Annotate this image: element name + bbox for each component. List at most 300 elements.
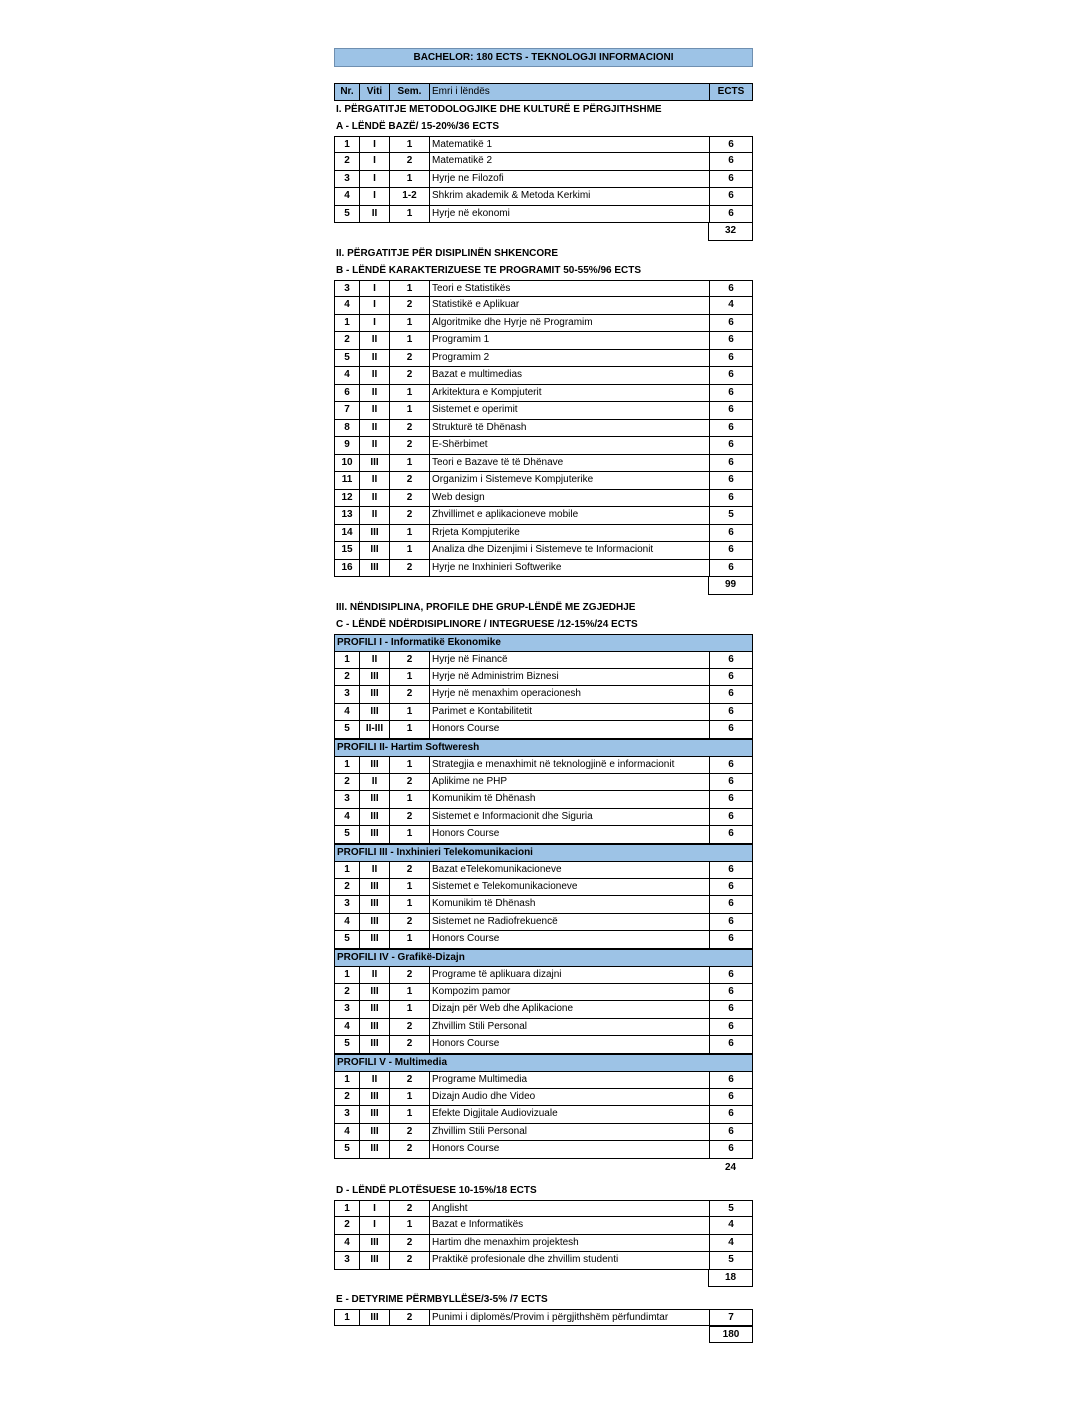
cell-sem: 1 [389,542,429,559]
cell-viti: III [359,791,389,808]
cell-ects: 6 [709,774,752,791]
cell-course-name: Organizim i Sistemeve Kompjuterike [429,472,709,489]
cell-nr: 3 [344,1108,350,1119]
cell-course-name: Programe të aplikuara dizajni [429,967,709,983]
cell-nr: 8 [344,421,350,433]
cell-viti: II [359,385,389,402]
cell-course-name: Hyrje në menaxhim operacionesh [429,686,709,703]
cell-ects: 6 [709,652,752,668]
cell-sem: 2 [389,686,429,703]
cell-course-name: Teori e Bazave të të Dhënave [429,455,709,472]
cell-nr: 15 [341,544,353,555]
cell-viti: III [359,879,389,896]
table-row [334,1217,753,1235]
table-row [334,1200,753,1218]
cell-viti: III [359,931,389,948]
cell-viti: III [359,984,389,1001]
cell-course-name: Honors Course [429,826,709,843]
cell-course-name: Matematikë 2 [429,153,709,170]
cell-sem: 1 [389,402,429,419]
cell-nr: 3 [344,282,350,294]
cell-ects: 6 [709,879,752,896]
cell-ects: 4 [709,1217,752,1234]
cell-viti: I [359,188,389,205]
table-row [334,791,753,809]
table-row [334,206,753,224]
cell-ects: 7 [709,1310,752,1326]
cell-sem: 2 [389,1124,429,1141]
cell-ects: 6 [709,385,752,402]
cell-viti: III [359,1019,389,1036]
cell-nr: 5 [344,828,350,839]
cell-nr: 2 [344,334,350,345]
table-row [334,280,753,298]
curriculum-body [334,101,753,1327]
cell-course-name: Dizajn Audio dhe Video [429,1089,709,1106]
cell-sem: 2 [389,1252,429,1269]
subtotal-spacer [334,1270,708,1288]
cell-nr: 2 [344,155,350,166]
cell-sem: 1 [389,455,429,472]
cell-nr: 1 [344,1074,350,1085]
cell-viti: II [359,350,389,367]
cell-ects: 6 [709,931,752,948]
cell-ects: 6 [709,967,752,983]
cell-nr: 3 [344,688,350,699]
cell-viti: II [359,206,389,223]
cell-ects: 6 [709,1141,752,1158]
cell-course-name: Honors Course [429,1141,709,1158]
profile-heading: PROFILI V - Multimedia [334,1054,753,1072]
cell-ects: 6 [709,153,752,170]
cell-sem: 1 [389,791,429,808]
cell-sem: 2 [389,1072,429,1088]
cell-nr: 1 [344,654,350,665]
table-row [334,420,753,438]
table-row [334,896,753,914]
cell-sem: 1 [389,931,429,948]
cell-viti: II-III [359,721,389,738]
cell-sem: 2 [389,809,429,826]
subtotal-value: 32 [708,223,753,241]
cell-viti: II [359,774,389,791]
table-row [334,914,753,932]
cell-ects: 6 [709,472,752,489]
cell-sem: 1 [389,332,429,349]
cell-sem: 2 [389,862,429,878]
cell-nr: 3 [344,793,350,804]
cell-sem: 2 [389,507,429,524]
cell-course-name: Strategjia e menaxhimit në teknologjinë e informacionit [429,757,709,773]
cell-nr: 2 [344,775,350,787]
cell-course-name: Hyrje në ekonomi [429,206,709,223]
cell-nr: 3 [344,1003,350,1014]
cell-course-name: Sistemet e operimit [429,402,709,419]
cell-viti: I [359,297,389,314]
table-row [334,704,753,722]
cell-ects: 6 [709,1001,752,1018]
section-subheading: B - LËNDË KARAKTERIZUESE TE PROGRAMIT 50-55%/96 ECTS [336,265,642,276]
cell-nr: 4 [344,705,350,717]
section-subheading: E - DETYRIME PËRMBYLLËSE/3-5% /7 ECTS [336,1294,548,1305]
cell-sem: 2 [389,1235,429,1252]
cell-ects: 6 [709,188,752,205]
cell-nr: 1 [344,316,350,328]
cell-ects: 6 [709,862,752,878]
cell-course-name: Arkitektura e Kompjuterit [429,385,709,402]
cell-course-name: Honors Course [429,1036,709,1053]
cell-sem: 2 [389,1201,429,1217]
section-subheading: A - LËNDË BAZË/ 15-20%/36 ECTS [336,121,500,132]
cell-sem: 2 [389,652,429,668]
table-row [334,472,753,490]
cell-ects: 6 [709,137,752,153]
cell-ects: 6 [709,350,752,367]
cell-viti: III [359,1001,389,1018]
cell-sem: 2 [389,914,429,931]
table-row [334,560,753,578]
cell-course-name: Programim 1 [429,332,709,349]
header-nr: Nr. [335,84,359,100]
cell-viti: III [359,1310,389,1326]
cell-sem: 2 [389,560,429,577]
cell-course-name: Parimet e Kontabilitetit [429,704,709,721]
cell-sem: 2 [389,1141,429,1158]
cell-nr: 1 [344,1202,350,1214]
table-row [334,437,753,455]
table-row [334,686,753,704]
cell-course-name: Zhvillimet e aplikacioneve mobile [429,507,709,524]
cell-ects: 6 [709,1036,752,1053]
table-row [334,1124,753,1142]
cell-sem: 1 [389,1106,429,1123]
subtotal-spacer [334,1159,708,1177]
cell-sem: 1 [389,137,429,153]
cell-sem: 2 [389,367,429,384]
section-subheading: D - LËNDË PLOTËSUESE 10-15%/18 ECTS [336,1185,537,1196]
table-row [334,1309,753,1327]
cell-course-name: Hyrje ne Inxhinieri Softwerike [429,560,709,577]
cell-nr: 11 [341,474,353,485]
cell-sem: 1 [389,1217,429,1234]
cell-sem: 1 [389,206,429,223]
cell-course-name: Hyrje në Administrim Biznesi [429,669,709,686]
subtotal-spacer [334,577,708,595]
cell-nr: 5 [344,723,350,734]
cell-viti: III [359,669,389,686]
cell-course-name: Honors Course [429,931,709,948]
cell-sem: 1 [389,1001,429,1018]
cell-ects: 6 [709,420,752,437]
section-heading: I. PËRGATITJE METODOLOGJIKE DHE KULTURË E PËRGJITHSHME [336,103,662,115]
table-row [334,507,753,525]
cell-ects: 6 [709,542,752,559]
cell-viti: II [359,402,389,419]
table-row [334,879,753,897]
cell-nr: 6 [344,386,350,398]
cell-viti: III [359,1089,389,1106]
table-row [334,455,753,473]
cell-sem: 2 [389,297,429,314]
cell-viti: III [359,1106,389,1123]
cell-viti: II [359,332,389,349]
cell-sem: 2 [389,153,429,170]
cell-viti: II [359,862,389,878]
cell-viti: II [359,490,389,507]
cell-course-name: Sistemet e Telekomunikacioneve [429,879,709,896]
cell-viti: III [359,542,389,559]
table-header [334,83,753,101]
cell-ects: 6 [709,984,752,1001]
cell-viti: I [359,315,389,332]
cell-ects: 6 [709,826,752,843]
cell-course-name: Punimi i diplomës/Provim i përgjithshëm përfundimtar [429,1310,709,1326]
cell-course-name: Komunikim të Dhënash [429,896,709,913]
cell-nr: 2 [344,985,350,997]
table-row [334,651,753,669]
cell-viti: I [359,137,389,153]
table-row [334,1036,753,1054]
cell-nr: 2 [344,1090,350,1102]
cell-sem: 1 [389,315,429,332]
cell-sem: 2 [389,1019,429,1036]
cell-sem: 1 [389,984,429,1001]
cell-ects: 6 [709,281,752,297]
header-sem: Sem. [389,84,429,100]
section-subheading: C - LËNDË NDËRDISIPLINORE / INTEGRUESE /12-15%/24 ECTS [336,619,638,630]
cell-nr: 16 [341,561,353,573]
cell-viti: III [359,525,389,542]
cell-viti: II [359,507,389,524]
cell-viti: II [359,437,389,454]
cell-nr: 5 [344,1143,350,1154]
cell-viti: I [359,171,389,188]
cell-sem: 2 [389,437,429,454]
subtotal-row [334,577,753,595]
table-row [334,1235,753,1253]
cell-nr: 9 [344,439,350,450]
table-row [334,984,753,1002]
cell-nr: 13 [341,509,353,520]
cell-sem: 1 [389,171,429,188]
cell-nr: 2 [344,670,350,682]
cell-ects: 6 [709,1019,752,1036]
cell-ects: 6 [709,686,752,703]
cell-course-name: Praktikë profesionale dhe zhvillim studenti [429,1252,709,1269]
cell-course-name: Efekte Digjitale Audiovizuale [429,1106,709,1123]
cell-nr: 4 [344,369,350,380]
cell-sem: 1 [389,721,429,738]
cell-sem: 2 [389,420,429,437]
table-row [334,385,753,403]
cell-sem: 1 [389,757,429,773]
cell-ects: 6 [709,455,752,472]
cell-sem: 1 [389,896,429,913]
cell-course-name: Web design [429,490,709,507]
cell-course-name: Anglisht [429,1201,709,1217]
table-row [334,1141,753,1159]
header-viti: Viti [359,84,389,100]
cell-viti: I [359,281,389,297]
cell-viti: II [359,967,389,983]
profile-heading: PROFILI III - Inxhinieri Telekomunikacioni [334,844,753,862]
cell-nr: 4 [344,1236,350,1248]
cell-course-name: Matematikë 1 [429,137,709,153]
table-row [334,966,753,984]
cell-sem: 1 [389,704,429,721]
table-row [334,756,753,774]
cell-viti: II [359,652,389,668]
cell-nr: 7 [344,404,350,415]
cell-sem: 1 [389,525,429,542]
cell-course-name: Algoritmike dhe Hyrje në Programim [429,315,709,332]
table-row [334,826,753,844]
cell-sem: 1 [389,385,429,402]
table-row [334,367,753,385]
cell-course-name: Statistikë e Aplikuar [429,297,709,314]
cell-course-name: Zhvillim Stili Personal [429,1124,709,1141]
cell-course-name: E-Shërbimet [429,437,709,454]
cell-course-name: Komunikim të Dhënash [429,791,709,808]
table-row [334,1019,753,1037]
header-name: Emri i lëndës [429,84,709,100]
cell-viti: III [359,914,389,931]
cell-ects: 6 [709,1124,752,1141]
cell-ects: 6 [709,367,752,384]
cell-nr: 4 [344,1125,350,1137]
table-row [334,153,753,171]
profile-heading: PROFILI IV - Grafikë-Dizajn [334,949,753,967]
table-row [334,931,753,949]
cell-nr: 3 [344,1254,350,1265]
grand-total: 180 [709,1326,753,1343]
cell-course-name: Teori e Statistikës [429,281,709,297]
cell-ects: 6 [709,437,752,454]
cell-course-name: Hyrje në Financë [429,652,709,668]
table-row [334,525,753,543]
cell-ects: 6 [709,332,752,349]
cell-viti: III [359,1036,389,1053]
cell-ects: 6 [709,171,752,188]
cell-sem: 2 [389,490,429,507]
cell-nr: 1 [344,759,350,770]
cell-nr: 12 [341,491,353,503]
cell-ects: 6 [709,1106,752,1123]
cell-ects: 6 [709,206,752,223]
table-row [334,1252,753,1270]
cell-nr: 5 [344,933,350,944]
profile-heading: PROFILI I - Informatikë Ekonomike [334,634,753,652]
cell-sem: 2 [389,350,429,367]
cell-sem: 1-2 [389,188,429,205]
cell-ects: 6 [709,721,752,738]
cell-viti: III [359,826,389,843]
cell-ects: 4 [709,297,752,314]
table-row [334,721,753,739]
cell-sem: 1 [389,826,429,843]
cell-nr: 1 [344,138,350,150]
cell-nr: 1 [344,864,350,875]
table-row [334,188,753,206]
table-row [334,1106,753,1124]
cell-sem: 2 [389,774,429,791]
cell-sem: 2 [389,472,429,489]
cell-ects: 6 [709,490,752,507]
cell-ects: 5 [709,507,752,524]
cell-ects: 6 [709,704,752,721]
cell-course-name: Hyrje ne Filozofi [429,171,709,188]
cell-nr: 2 [344,1219,350,1230]
table-row [334,1001,753,1019]
cell-nr: 14 [341,526,353,538]
table-row [334,542,753,560]
cell-viti: III [359,704,389,721]
cell-nr: 4 [344,190,350,201]
cell-course-name: Bazat e multimedias [429,367,709,384]
cell-nr: 4 [344,810,350,822]
cell-viti: II [359,367,389,384]
table-row [334,171,753,189]
cell-sem: 1 [389,281,429,297]
cell-viti: I [359,153,389,170]
cell-viti: III [359,896,389,913]
table-row [334,315,753,333]
cell-viti: II [359,420,389,437]
header-ects: ECTS [709,84,752,100]
cell-viti: I [359,1217,389,1234]
cell-course-name: Aplikime ne PHP [429,774,709,791]
cell-viti: II [359,472,389,489]
cell-ects: 6 [709,791,752,808]
cell-nr: 3 [344,898,350,909]
cell-course-name: Hartim dhe menaxhim projektesh [429,1235,709,1252]
cell-nr: 4 [344,299,350,310]
cell-viti: III [359,809,389,826]
table-row [334,774,753,792]
cell-sem: 1 [389,879,429,896]
cell-nr: 5 [344,207,350,219]
cell-ects: 6 [709,315,752,332]
cell-ects: 5 [709,1252,752,1269]
cell-nr: 4 [344,915,350,927]
cell-viti: III [359,1124,389,1141]
subtotal-row [334,1159,753,1177]
cell-course-name: Sistemet e Informacionit dhe Siguria [429,809,709,826]
table-row [334,350,753,368]
subtotal-value: 24 [724,1161,737,1173]
cell-sem: 2 [389,1310,429,1326]
cell-nr: 2 [344,880,350,892]
cell-course-name: Dizajn për Web dhe Aplikacione [429,1001,709,1018]
cell-viti: III [359,1252,389,1269]
cell-ects: 6 [709,809,752,826]
cell-viti: II [359,1072,389,1088]
table-row [334,297,753,315]
cell-sem: 1 [389,1089,429,1106]
cell-sem: 2 [389,967,429,983]
cell-viti: III [359,686,389,703]
cell-course-name: Rrjeta Kompjuterike [429,525,709,542]
cell-course-name: Analiza dhe Dizenjimi i Sistemeve te Informacionit [429,542,709,559]
table-row [334,332,753,350]
cell-course-name: Zhvillim Stili Personal [429,1019,709,1036]
cell-sem: 2 [389,1036,429,1053]
cell-ects: 6 [709,669,752,686]
cell-viti: III [359,757,389,773]
cell-course-name: Bazat eTelekomunikacioneve [429,862,709,878]
cell-nr: 5 [344,351,350,363]
table-row [334,1089,753,1107]
